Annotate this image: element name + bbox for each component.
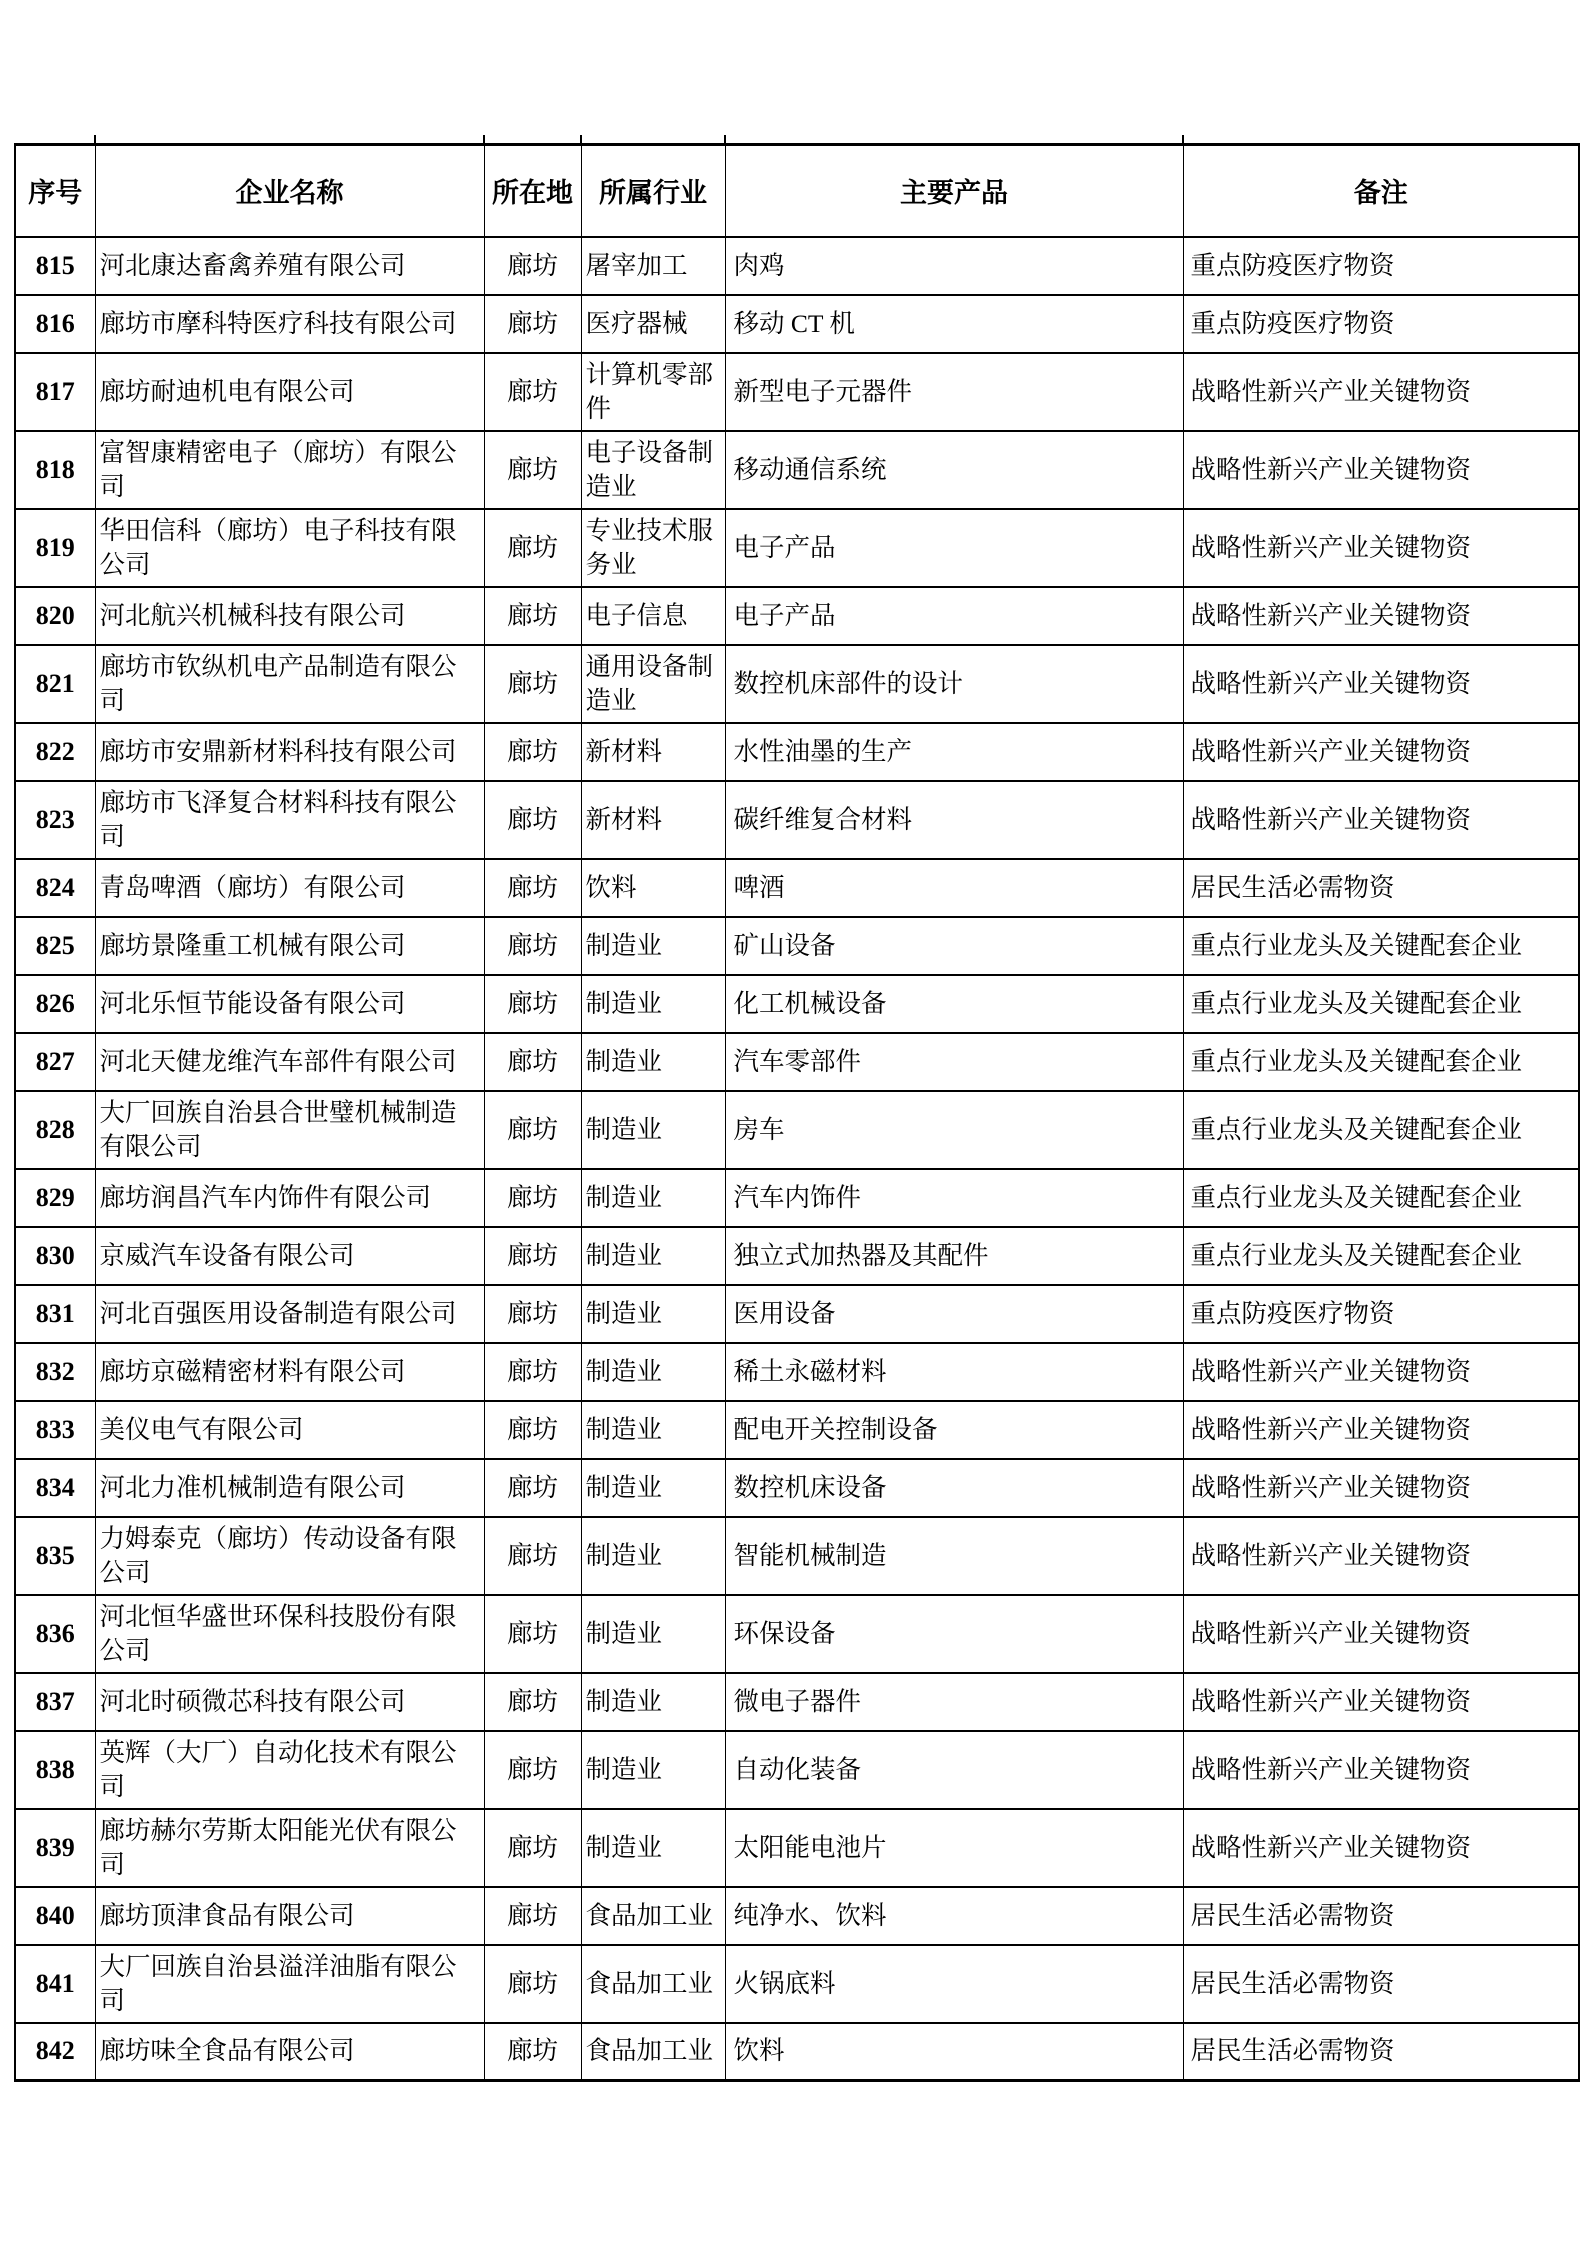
cell-industry: 制造业 [581,1595,725,1673]
cell-index: 816 [15,295,95,353]
cell-industry: 屠宰加工 [581,237,725,295]
cell-location: 廊坊 [484,1595,581,1673]
table-row [15,431,1579,509]
cell-location: 廊坊 [484,781,581,859]
cell-remark: 战略性新兴产业关键物资 [1183,1809,1579,1887]
cell-remark: 战略性新兴产业关键物资 [1183,587,1579,645]
cell-location: 廊坊 [484,431,581,509]
table-row [15,1227,1579,1285]
cell-industry: 制造业 [581,1459,725,1517]
cell-industry: 通用设备制造业 [581,645,725,723]
cell-product: 新型电子元器件 [725,353,1183,431]
table-row [15,1401,1579,1459]
cell-company-name: 英辉（大厂）自动化技术有限公司 [95,1731,484,1809]
cell-industry: 新材料 [581,723,725,781]
cell-company-name: 美仪电气有限公司 [95,1401,484,1459]
cell-remark: 重点行业龙头及关键配套企业 [1183,1169,1579,1227]
table-row [15,1731,1579,1809]
cell-company-name: 大厂回族自治县溢洋油脂有限公司 [95,1945,484,2023]
cell-industry: 医疗器械 [581,295,725,353]
cell-product: 肉鸡 [725,237,1183,295]
cell-location: 廊坊 [484,1809,581,1887]
cell-industry: 制造业 [581,1285,725,1343]
cell-index: 834 [15,1459,95,1517]
cell-product: 啤酒 [725,859,1183,917]
cell-product: 汽车内饰件 [725,1169,1183,1227]
cell-location: 廊坊 [484,1285,581,1343]
cell-company-name: 大厂回族自治县合世璧机械制造有限公司 [95,1091,484,1169]
cell-product: 微电子器件 [725,1673,1183,1731]
cell-index: 837 [15,1673,95,1731]
cell-industry: 制造业 [581,1091,725,1169]
cell-industry: 制造业 [581,1169,725,1227]
table-row [15,587,1579,645]
cell-company-name: 河北百强医用设备制造有限公司 [95,1285,484,1343]
cell-product: 水性油墨的生产 [725,723,1183,781]
cell-product: 纯净水、饮料 [725,1887,1183,1945]
cell-industry: 食品加工业 [581,2023,725,2081]
header-row [15,145,1579,237]
cell-company-name: 廊坊润昌汽车内饰件有限公司 [95,1169,484,1227]
cell-remark: 战略性新兴产业关键物资 [1183,1673,1579,1731]
cell-index: 823 [15,781,95,859]
cell-company-name: 京威汽车设备有限公司 [95,1227,484,1285]
cell-industry: 计算机零部件 [581,353,725,431]
cell-location: 廊坊 [484,1673,581,1731]
cell-index: 835 [15,1517,95,1595]
cell-product: 智能机械制造 [725,1517,1183,1595]
cell-company-name: 青岛啤酒（廊坊）有限公司 [95,859,484,917]
cell-product: 汽车零部件 [725,1033,1183,1091]
table-row [15,1033,1579,1091]
cell-location: 廊坊 [484,1169,581,1227]
cell-industry: 电子设备制造业 [581,431,725,509]
cell-location: 廊坊 [484,1401,581,1459]
cell-product: 稀土永磁材料 [725,1343,1183,1401]
cell-industry: 新材料 [581,781,725,859]
table-row [15,1673,1579,1731]
cell-company-name: 河北力准机械制造有限公司 [95,1459,484,1517]
cell-industry: 制造业 [581,975,725,1033]
cell-remark: 战略性新兴产业关键物资 [1183,645,1579,723]
cell-company-name: 廊坊耐迪机电有限公司 [95,353,484,431]
cell-company-name: 廊坊市摩科特医疗科技有限公司 [95,295,484,353]
cell-remark: 战略性新兴产业关键物资 [1183,431,1579,509]
cell-index: 829 [15,1169,95,1227]
cell-product: 环保设备 [725,1595,1183,1673]
col-header-remark: 备注 [1183,145,1579,237]
table-row [15,2023,1579,2081]
cell-industry: 专业技术服务业 [581,509,725,587]
cell-remark: 重点行业龙头及关键配套企业 [1183,1227,1579,1285]
cell-remark: 战略性新兴产业关键物资 [1183,1343,1579,1401]
cell-location: 廊坊 [484,587,581,645]
table-row [15,917,1579,975]
cell-product: 电子产品 [725,509,1183,587]
cell-remark: 战略性新兴产业关键物资 [1183,1731,1579,1809]
cell-product: 数控机床设备 [725,1459,1183,1517]
table-row [15,645,1579,723]
cell-product: 太阳能电池片 [725,1809,1183,1887]
cell-location: 廊坊 [484,1945,581,2023]
cell-remark: 战略性新兴产业关键物资 [1183,781,1579,859]
col-header-product: 主要产品 [725,145,1183,237]
cell-product: 移动 CT 机 [725,295,1183,353]
cell-index: 839 [15,1809,95,1887]
col-header-index: 序号 [15,145,95,237]
col-header-company: 企业名称 [95,145,484,237]
cell-product: 化工机械设备 [725,975,1183,1033]
cell-remark: 战略性新兴产业关键物资 [1183,509,1579,587]
cell-company-name: 廊坊味全食品有限公司 [95,2023,484,2081]
cell-remark: 重点防疫医疗物资 [1183,1285,1579,1343]
cell-product: 移动通信系统 [725,431,1183,509]
cell-index: 830 [15,1227,95,1285]
table-row [15,975,1579,1033]
cell-product: 矿山设备 [725,917,1183,975]
cell-company-name: 河北乐恒节能设备有限公司 [95,975,484,1033]
cell-industry: 制造业 [581,1809,725,1887]
table-row [15,509,1579,587]
cell-industry: 电子信息 [581,587,725,645]
cell-index: 836 [15,1595,95,1673]
cell-company-name: 力姆泰克（廊坊）传动设备有限公司 [95,1517,484,1595]
cell-remark: 战略性新兴产业关键物资 [1183,1595,1579,1673]
table-row [15,859,1579,917]
table-header [15,145,1579,237]
cell-industry: 制造业 [581,1401,725,1459]
cell-location: 廊坊 [484,2023,581,2081]
cell-location: 廊坊 [484,917,581,975]
cell-index: 826 [15,975,95,1033]
cell-product: 配电开关控制设备 [725,1401,1183,1459]
cell-product: 饮料 [725,2023,1183,2081]
table-row [15,353,1579,431]
cell-index: 832 [15,1343,95,1401]
cell-industry: 食品加工业 [581,1887,725,1945]
cell-index: 817 [15,353,95,431]
cell-company-name: 廊坊市安鼎新材料科技有限公司 [95,723,484,781]
cell-industry: 食品加工业 [581,1945,725,2023]
cell-product: 数控机床部件的设计 [725,645,1183,723]
cell-index: 815 [15,237,95,295]
table-body [15,237,1579,2081]
cell-industry: 饮料 [581,859,725,917]
table-row [15,1285,1579,1343]
cell-industry: 制造业 [581,1227,725,1285]
table-row [15,1343,1579,1401]
cell-company-name: 河北恒华盛世环保科技股份有限公司 [95,1595,484,1673]
cell-location: 廊坊 [484,1517,581,1595]
cell-company-name: 河北时硕微芯科技有限公司 [95,1673,484,1731]
cell-remark: 居民生活必需物资 [1183,859,1579,917]
table-row [15,295,1579,353]
table-row [15,1595,1579,1673]
table-row [15,1887,1579,1945]
cell-industry: 制造业 [581,1343,725,1401]
cell-index: 818 [15,431,95,509]
cell-index: 825 [15,917,95,975]
cell-index: 828 [15,1091,95,1169]
cell-remark: 重点行业龙头及关键配套企业 [1183,917,1579,975]
cell-location: 廊坊 [484,645,581,723]
cell-company-name: 廊坊赫尔劳斯太阳能光伏有限公司 [95,1809,484,1887]
cell-location: 廊坊 [484,1343,581,1401]
table-row [15,781,1579,859]
cell-location: 廊坊 [484,723,581,781]
cell-index: 819 [15,509,95,587]
cell-product: 医用设备 [725,1285,1183,1343]
table-row [15,1809,1579,1887]
cell-industry: 制造业 [581,1673,725,1731]
table-row [15,1091,1579,1169]
cell-product: 火锅底料 [725,1945,1183,2023]
cell-product: 碳纤维复合材料 [725,781,1183,859]
cell-remark: 居民生活必需物资 [1183,2023,1579,2081]
cell-product: 自动化装备 [725,1731,1183,1809]
cell-company-name: 河北天健龙维汽车部件有限公司 [95,1033,484,1091]
cell-location: 廊坊 [484,859,581,917]
company-table [14,143,1580,2082]
cell-remark: 战略性新兴产业关键物资 [1183,1517,1579,1595]
cell-industry: 制造业 [581,1033,725,1091]
cell-location: 廊坊 [484,1091,581,1169]
cell-index: 838 [15,1731,95,1809]
cell-company-name: 廊坊市飞泽复合材料科技有限公司 [95,781,484,859]
cell-remark: 居民生活必需物资 [1183,1887,1579,1945]
cell-industry: 制造业 [581,917,725,975]
cell-company-name: 廊坊顶津食品有限公司 [95,1887,484,1945]
cell-index: 842 [15,2023,95,2081]
cell-company-name: 廊坊市钦纵机电产品制造有限公司 [95,645,484,723]
cell-company-name: 廊坊景隆重工机械有限公司 [95,917,484,975]
cell-index: 820 [15,587,95,645]
cell-location: 廊坊 [484,237,581,295]
table-row [15,1945,1579,2023]
cell-remark: 战略性新兴产业关键物资 [1183,1459,1579,1517]
cell-index: 840 [15,1887,95,1945]
cell-company-name: 廊坊京磁精密材料有限公司 [95,1343,484,1401]
cell-remark: 重点行业龙头及关键配套企业 [1183,1033,1579,1091]
cell-product: 电子产品 [725,587,1183,645]
cell-company-name: 华田信科（廊坊）电子科技有限公司 [95,509,484,587]
cell-index: 827 [15,1033,95,1091]
cell-location: 廊坊 [484,1731,581,1809]
cell-index: 841 [15,1945,95,2023]
cell-location: 廊坊 [484,1459,581,1517]
cell-company-name: 河北航兴机械科技有限公司 [95,587,484,645]
cell-remark: 战略性新兴产业关键物资 [1183,723,1579,781]
col-header-location: 所在地 [484,145,581,237]
cell-product: 独立式加热器及其配件 [725,1227,1183,1285]
cell-location: 廊坊 [484,295,581,353]
table-row [15,1517,1579,1595]
cell-location: 廊坊 [484,1227,581,1285]
cell-index: 821 [15,645,95,723]
col-header-industry: 所属行业 [581,145,725,237]
cell-remark: 重点防疫医疗物资 [1183,295,1579,353]
cell-company-name: 河北康达畜禽养殖有限公司 [95,237,484,295]
cell-remark: 重点行业龙头及关键配套企业 [1183,975,1579,1033]
cell-remark: 重点防疫医疗物资 [1183,237,1579,295]
cell-industry: 制造业 [581,1731,725,1809]
table-row [15,723,1579,781]
cell-location: 廊坊 [484,1887,581,1945]
cell-location: 廊坊 [484,353,581,431]
cell-remark: 重点行业龙头及关键配套企业 [1183,1091,1579,1169]
cell-index: 822 [15,723,95,781]
table-row [15,1459,1579,1517]
table-row [15,237,1579,295]
cell-remark: 战略性新兴产业关键物资 [1183,353,1579,431]
cell-location: 廊坊 [484,1033,581,1091]
cell-industry: 制造业 [581,1517,725,1595]
cell-index: 833 [15,1401,95,1459]
cell-company-name: 富智康精密电子（廊坊）有限公司 [95,431,484,509]
cell-location: 廊坊 [484,975,581,1033]
cell-index: 831 [15,1285,95,1343]
cell-remark: 战略性新兴产业关键物资 [1183,1401,1579,1459]
cell-product: 房车 [725,1091,1183,1169]
cell-remark: 居民生活必需物资 [1183,1945,1579,2023]
table-row [15,1169,1579,1227]
cell-location: 廊坊 [484,509,581,587]
cell-index: 824 [15,859,95,917]
